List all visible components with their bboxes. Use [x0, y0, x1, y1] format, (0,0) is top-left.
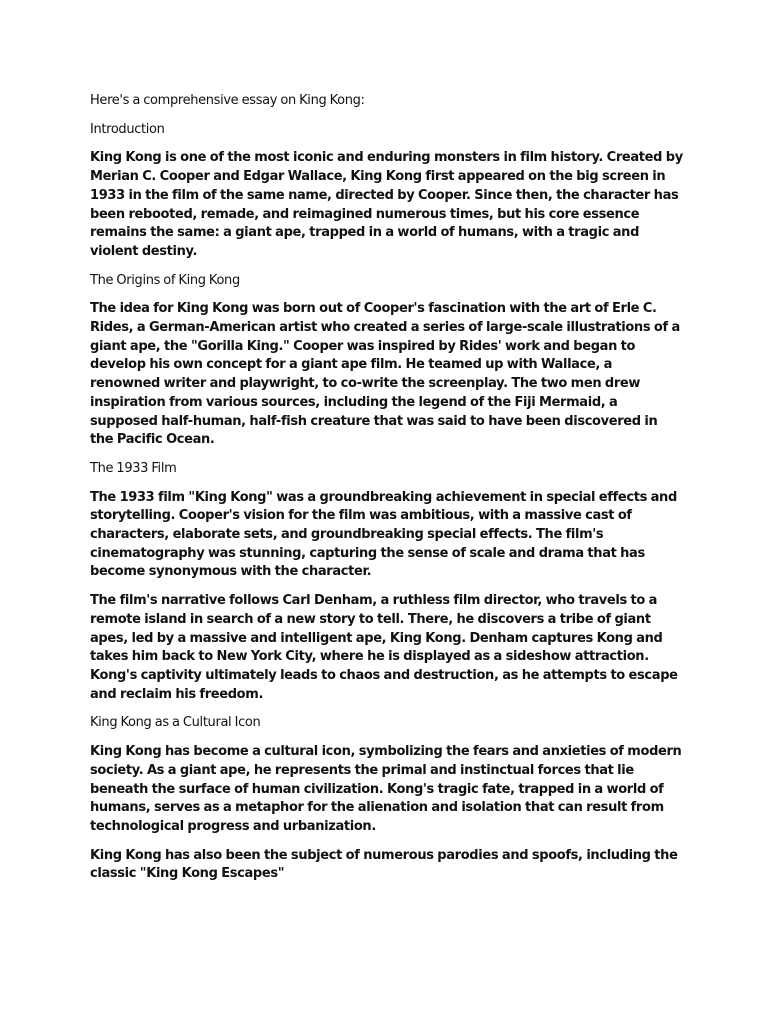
paragraph-cultural-icon-2: King Kong has also been the subject of numerous parodies and spoofs, including the classic "King Kong Escapes"	[90, 847, 678, 882]
paragraph-cultural-icon-1: King Kong has become a cultural icon, symbolizing the fears and anxieties of modern society. As a giant ape, he represents the primal and instinctual forces that lie beneath the surface of human civilization. Kong's tragic fate, trapped in a world of humans, serves as a metaphor for the alienation and isolation that can result from technological progress and urbanization.	[90, 744, 682, 834]
section-heading-1933-film: The 1933 Film	[90, 460, 177, 476]
section-heading-origins: The Origins of King Kong	[90, 272, 240, 288]
intro-line: Here's a comprehensive essay on King Kong:	[90, 93, 365, 108]
section-heading-cultural-icon: King Kong as a Cultural Icon	[90, 715, 261, 731]
paragraph-1933-film-2: The film's narrative follows Carl Denham, a ruthless film director, who travels to a remote island in search of a new story to tell. There, he discovers a tribe of giant apes, led by a massive and intelligent ape, King Kong. Denham captures Kong and takes him back to New York City, where he is displayed as a sideshow attraction. Kong's captivity ultimately leads to chaos and destruction, as he attempts to escape and reclaim his freedom.	[90, 593, 678, 702]
paragraph-1933-film-1: The 1933 film "King Kong" was a groundbreaking achievement in special effects and storytelling. Cooper's vision for the film was ambitious, with a massive cast of characters, elaborate sets, and groundbreaking special effects. The film's cinematography was stunning, capturing the sense of scale and drama that has become synonymous with the character.	[90, 489, 677, 580]
paragraph-origins: The idea for King Kong was born out of Cooper's fascination with the art of Erle C. Rides, a German-American artist who created a series of large-scale illustrations of a giant ape, the "Gorilla King." Cooper was inspired by Rides' work and began to develop his own concept for a giant ape film. He teamed up with Wallace, a renowned writer and playwright, to co-write the screenplay. The two men drew inspiration from various sources, including the legend of the Fiji Mermaid, a supposed half-human, half-fish creature that was said to have been discovered in the Pacific Ocean.	[90, 301, 680, 448]
document-page	[90, 92, 684, 894]
section-heading-introduction: Introduction	[90, 121, 165, 137]
paragraph-introduction: King Kong is one of the most iconic and enduring monsters in film history. Created by Merian C. Cooper and Edgar Wallace, King Kong first appeared on the big screen in 1933 in the film of the same name, directed by Cooper. Since then, the character has been rebooted, remade, and reimagined numerous times, but his core essence remains the same: a giant ape, trapped in a world of humans, with a tragic and violent destiny.	[90, 150, 683, 259]
